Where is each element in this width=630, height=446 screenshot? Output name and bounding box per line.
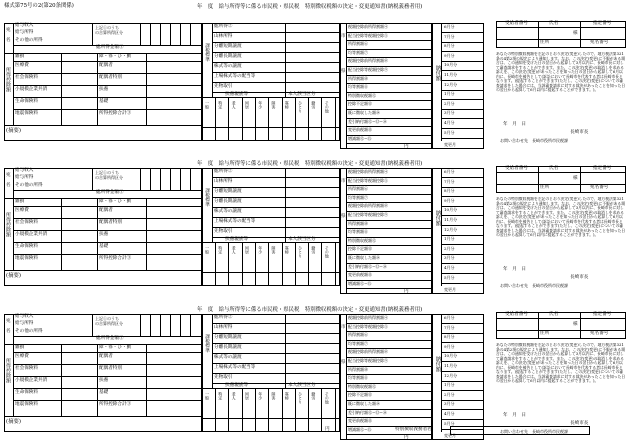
category-col-label: 特定 <box>218 101 224 109</box>
month-label: 8月分 <box>444 334 455 340</box>
deduction-row-label: 社会保険料 <box>15 220 38 225</box>
deduction-header: 雑損 <box>15 199 25 204</box>
taxable-row-label: 山林所得 <box>214 325 233 330</box>
income-row-label: 給与収入 <box>15 314 34 319</box>
recipient-head: 受給者番号 <box>505 21 528 26</box>
deduction-side-label: 所得控除額 <box>5 358 11 383</box>
deduction-row-label: 配偶者 <box>99 208 113 213</box>
category-col-label: ひとり <box>298 246 304 258</box>
dependents-header: 扶養親族等 <box>225 92 248 97</box>
deduction-header: 障・寡・ひ・勤 <box>99 345 132 350</box>
deduction-row-label: 扶養 <box>99 87 109 92</box>
tax-row-label: 所得割額⑩ <box>348 75 368 81</box>
tax-row-label: 差引納付額⑫−⑬−⑭ <box>348 118 387 124</box>
month-label: 9月分 <box>444 52 455 58</box>
category-col-label: 勤労 <box>311 101 317 109</box>
taxable-row-label: 分離短期譲渡 <box>214 44 242 49</box>
month-label: 6月分 <box>444 315 455 320</box>
month-label: 4月分 <box>444 265 455 270</box>
tax-row-label: 均等割額⑪ <box>348 84 368 90</box>
deduction-header: 障・寡・ひ・勤 <box>99 54 132 59</box>
deduction-row-label: 小規模企業共済 <box>15 87 48 92</box>
tax-row-label: 所得割額⑥ <box>348 332 368 338</box>
tax-row-label: 税額控除前所得割額④ <box>348 24 388 29</box>
footer-designation: 特別徴収義務者名 <box>395 427 432 432</box>
address-number-label: 宛名番号 <box>590 331 609 336</box>
income-row-label: 給与所得 <box>15 175 34 180</box>
month-label: 4月分 <box>444 411 455 416</box>
issuer-label: 長崎市長 <box>570 130 589 135</box>
remarks-label: (摘要) <box>6 128 21 134</box>
category-col-label: 勤労 <box>311 246 317 254</box>
deduction-row-label: 生命保険料 <box>15 390 38 395</box>
deduction-side-label: 所得控除額 <box>5 212 11 237</box>
category-col-label: 寡婦 <box>284 246 290 254</box>
category-col-label: 同居 <box>244 101 250 109</box>
tax-row-label: 均等割額⑪ <box>348 229 368 235</box>
month-label: 7月分 <box>444 324 455 330</box>
category-col-label: 障害 <box>271 101 277 109</box>
tax-row-label: 税額控除前所得割額⑧ <box>348 349 388 355</box>
deduction-row-label: 所得控除合計③ <box>99 256 132 261</box>
tax-row-label: 増減額⑫−⑮ <box>348 426 372 432</box>
notice-text: あなたの特別徴収税額を左記のとおり決定(変更)したので、地方税法第321条の4第2項の規定により通知します。なお、この決定(変更)に不服がある場合は、この通知を受けた日の翌日から起算して3月以内に、長崎市長に対して審査請求をすることができます。また、この決定(変更)の取消しを求める訴えを、この決定(変更)があったことを知った日の翌日から起算して6月以内に、長崎市を被告として(訴訟において長崎市を代表する者は長崎市長となります。)提起することができます(ただし、この決定(変更)についての審査請求をした場合には、当該審査請求に対する裁決があったことを知った日の翌日から起算して6月以内に提起することができます。)。 <box>496 52 626 92</box>
tax-row-label: 差引納付額⑫−⑬−⑭ <box>348 263 387 269</box>
deduction-row-label: 小規模企業共済 <box>15 378 48 383</box>
deduction-row-label: 生命保険料 <box>15 99 38 104</box>
category-col-label: ひとり <box>298 101 304 113</box>
taxable-row-label: 分離短期譲渡 <box>214 189 242 194</box>
date-label: 年 月 日 <box>503 122 526 127</box>
pref-label: 県 <box>341 69 346 74</box>
name-label: 名 <box>6 38 11 43</box>
month-label: 12月分 <box>444 372 458 378</box>
taxable-row-label: 分離短期譲渡 <box>214 335 242 340</box>
address-number-label: 宛名番号 <box>590 40 609 45</box>
tax-row-label: 税額控除前所得割額④ <box>348 315 388 320</box>
month-label: 5月分 <box>444 129 455 135</box>
deduction-row-label: 扶養 <box>99 232 109 237</box>
change-month-label: 変更月 <box>444 433 456 438</box>
category-col-label: 年少 <box>258 246 264 254</box>
taxable-row-label: 山林所得 <box>214 34 233 39</box>
tax-row-label: 税額控除前所得割額④ <box>348 169 388 174</box>
pref-label: 県 <box>341 214 346 219</box>
deduction-row-label: 小規模企業共済 <box>15 232 48 237</box>
category-col-label: 特定 <box>218 246 224 254</box>
combined-label: 上記①のうち <box>95 170 119 175</box>
tax-row-label: 特別徴収税額⑫ <box>348 383 376 389</box>
taxable-row-label: 先物取引 <box>214 375 233 380</box>
month-label: 10月分 <box>444 62 458 68</box>
taxable-side-label: 課税標準 <box>204 188 210 207</box>
tax-row-label: 差引納付額⑫−⑬−⑭ <box>348 409 387 415</box>
dependents-header: 扶養親族等 <box>225 237 248 242</box>
notice-slip <box>0 306 630 446</box>
deduction-row-label: 配偶者 <box>99 63 113 68</box>
payee-label: 宛 <box>6 28 11 33</box>
month-label: 11月分 <box>444 363 458 368</box>
combined-label: の合算所得区分 <box>95 175 123 180</box>
income-row-label: 給与収入 <box>15 23 34 28</box>
deduction-row-label: 生命保険料 <box>15 244 38 249</box>
income-row-label: 給与収入 <box>15 168 34 173</box>
recipient-head: 氏名 <box>549 312 559 317</box>
deduction-row-label: 基礎 <box>99 99 109 104</box>
tax-row-label: 税額控除前所得割額⑧ <box>348 58 388 64</box>
notice-text: あなたの特別徴収税額を左記のとおり決定(変更)したので、地方税法第321条の4第2項の規定により通知します。なお、この決定(変更)に不服がある場合は、この通知を受けた日の翌日から起算して3月以内に、長崎市長に対して審査請求をすることができます。また、この決定(変更)の取消しを求める訴えを、この決定(変更)があったことを知った日の翌日から起算して6月以内に、長崎市を被告として(訴訟において長崎市を代表する者は長崎市長となります。)提起することができます(ただし、この決定(変更)についての審査請求をした場合には、当該審査請求に対する裁決があったことを知った日の翌日から起算して6月以内に提起することができます。)。 <box>496 197 626 237</box>
city-label: 市 <box>341 179 346 184</box>
change-month-label: 変更月 <box>444 287 456 292</box>
category-col-label: 一般 <box>205 246 210 254</box>
category-col-label: その他 <box>324 101 330 113</box>
tax-row-label: 配当控除等税額控除⑨ <box>348 67 388 72</box>
address-label: 住所 <box>540 185 550 190</box>
taxable-row-label: 総所得② <box>214 169 233 174</box>
notice-slip <box>0 160 630 300</box>
remarks-label: (摘要) <box>6 419 21 425</box>
honorific: 様 <box>573 176 578 181</box>
deduction-row-label: 医療費 <box>15 63 29 68</box>
deduction-row-label: 所得控除合計③ <box>99 402 132 407</box>
taxable-row-label: 総所得② <box>214 24 233 29</box>
category-col-label: 一般 <box>205 101 210 109</box>
deduction-row-label: 配偶者特別 <box>99 366 122 371</box>
tax-row-label: 変更前税額⑮ <box>348 418 372 424</box>
tax-row-label: 配当控除等税額控除⑤ <box>348 323 388 329</box>
category-col-label: 年少 <box>258 101 264 109</box>
payment-side-label: 納付額 <box>434 210 441 227</box>
deduction-row-label: 社会保険料 <box>15 75 38 80</box>
tax-row-label: 配当控除等税額控除⑤ <box>348 177 388 183</box>
category-col-label: 老人 <box>231 101 237 109</box>
taxable-row-label: 上場株式等の配当等 <box>214 219 256 224</box>
income-row-label: 総所得金額① <box>96 190 124 195</box>
taxable-row-label: 上場株式等の配当等 <box>214 74 256 79</box>
month-label: 6月分 <box>444 24 455 29</box>
tax-row-label: 控除不足額⑬ <box>348 246 372 252</box>
tax-row-label: 既に徴収した額⑭ <box>348 401 380 406</box>
deduction-row-label: 地震保険料 <box>15 256 38 261</box>
month-label: 7月分 <box>444 178 455 184</box>
category-col-label: 特定 <box>218 392 224 400</box>
date-label: 年 月 日 <box>503 413 526 418</box>
issuer-label: 長崎市長 <box>570 275 589 280</box>
category-col-label: 老人 <box>231 392 237 400</box>
month-label: 5月分 <box>444 420 455 426</box>
tax-row-label: 変更前税額⑮ <box>348 127 372 133</box>
taxable-row-label: 分離長期譲渡 <box>214 54 242 59</box>
month-label: 6月分 <box>444 169 455 174</box>
form-id: 様式第75号の2(第20条関係) <box>4 3 74 9</box>
category-col-label: 老人 <box>231 246 237 254</box>
deduction-side-label: 所得控除額 <box>5 67 11 92</box>
slip-title: 年 度 給与所得等に係る市民税・県民税 特別徴収税額の決定・変更通知書(納税義務者用) <box>197 161 423 167</box>
notice-text: あなたの特別徴収税額を左記のとおり決定(変更)したので、地方税法第321条の4第2項の規定により通知します。なお、この決定(変更)に不服がある場合は、この通知を受けた日の翌日から起算して3月以内に、長崎市長に対して審査請求をすることができます。また、この決定(変更)の取消しを求める訴えを、この決定(変更)があったことを知った日の翌日から起算して6月以内に、長崎市を被告として(訴訟において長崎市を代表する者は長崎市長となります。)提起することができます(ただし、この決定(変更)についての審査請求をした場合には、当該審査請求に対する裁決があったことを知った日の翌日から起算して6月以内に提起することができます。)。 <box>496 343 626 383</box>
payment-side-label: 納付額 <box>434 65 441 82</box>
deduction-row-label: 社会保険料 <box>15 366 38 371</box>
date-label: 年 月 日 <box>503 267 526 272</box>
deduction-row-label: 医療費 <box>15 208 29 213</box>
dependents-header: 扶養親族等 <box>225 383 248 388</box>
tax-row-label: 控除不足額⑬ <box>348 392 372 398</box>
combined-label: の合算所得区分 <box>95 30 123 35</box>
category-col-label: 一般 <box>205 392 210 400</box>
city-label: 市 <box>341 34 346 39</box>
combined-label: 上記①のうち <box>95 316 119 321</box>
recipient-head: 受給者番号 <box>505 312 528 317</box>
deduction-row-label: 配偶者 <box>99 354 113 359</box>
self-category-header: 本人該当区分 <box>288 383 316 388</box>
deduction-row-label: 基礎 <box>99 390 109 395</box>
deduction-row-label: 地震保険料 <box>15 111 38 116</box>
month-label: 10月分 <box>444 353 458 359</box>
income-row-label: 総所得金額① <box>96 336 124 341</box>
name-label: 名 <box>6 183 11 188</box>
month-label: 1月分 <box>444 382 455 388</box>
deduction-header: 障・寡・ひ・勤 <box>99 199 132 204</box>
month-label: 11月分 <box>444 217 458 222</box>
contact-label: お問い合わせ先 長崎市役所市民税課 <box>500 283 568 288</box>
combined-label: 上記①のうち <box>95 25 119 30</box>
payee-label: 宛 <box>6 319 11 324</box>
tax-row-label: 増減額⑫−⑮ <box>348 280 372 286</box>
month-label: 3月分 <box>444 401 455 407</box>
combined-label: の合算所得区分 <box>95 321 123 326</box>
income-row-label: 給与所得 <box>15 30 34 35</box>
month-label: 12月分 <box>444 226 458 232</box>
month-label: 3月分 <box>444 110 455 116</box>
slip-title: 年 度 給与所得等に係る市民税・県民税 特別徴収税額の決定・変更通知書(納税義務者用) <box>197 307 423 313</box>
tax-row-label: 均等割額⑦ <box>348 340 368 346</box>
name-label: 名 <box>6 329 11 334</box>
self-category-header: 本人該当区分 <box>288 92 316 97</box>
deduction-header: 雑損 <box>15 54 25 59</box>
deduction-row-label: 扶養 <box>99 378 109 383</box>
month-label: 9月分 <box>444 343 455 349</box>
deduction-header: 雑損 <box>15 345 25 350</box>
recipient-head: 受給者番号 <box>505 166 528 171</box>
payment-side-label: 納付額 <box>434 356 441 373</box>
deduction-row-label: 地震保険料 <box>15 402 38 407</box>
deduction-row-label: 配偶者特別 <box>99 220 122 225</box>
address-number-label: 宛名番号 <box>590 185 609 190</box>
tax-row-label: 所得割額⑩ <box>348 220 368 226</box>
taxable-side-label: 課税標準 <box>204 43 210 62</box>
category-col-label: 勤労 <box>311 392 317 400</box>
month-label: 1月分 <box>444 236 455 242</box>
recipient-head: 氏名 <box>549 166 559 171</box>
month-label: 10月分 <box>444 207 458 213</box>
month-label: 3月分 <box>444 255 455 261</box>
remarks-label: (摘要) <box>6 273 21 279</box>
tax-row-label: 所得割額⑩ <box>348 366 368 372</box>
pref-label: 県 <box>341 360 346 365</box>
taxable-side-label: 課税標準 <box>204 334 210 353</box>
tax-row-label: 均等割額⑦ <box>348 194 368 200</box>
tax-row-label: 特別徴収税額⑫ <box>348 92 376 98</box>
category-col-label: 寡婦 <box>284 101 290 109</box>
address-label: 住所 <box>540 40 550 45</box>
deduction-row-label: 医療費 <box>15 354 29 359</box>
income-row-label: その他の所得 <box>15 38 43 43</box>
taxable-row-label: 分離長期譲渡 <box>214 345 242 350</box>
taxable-row-label: 株式等の譲渡 <box>214 355 242 360</box>
taxable-row-label: 総所得② <box>214 315 233 320</box>
contact-label: お問い合わせ先 長崎市役所市民税課 <box>500 429 568 434</box>
recipient-head: 指定番号 <box>593 21 612 26</box>
tax-row-label: 既に徴収した額⑭ <box>348 255 380 260</box>
month-label: 2月分 <box>444 100 455 106</box>
taxable-row-label: 先物取引 <box>214 229 233 234</box>
yen-mark: 円 <box>404 435 409 440</box>
category-col-label: 障害 <box>271 392 277 400</box>
category-col-label: その他 <box>324 392 330 404</box>
tax-row-label: 配当控除等税額控除⑨ <box>348 212 388 217</box>
category-col-label: その他 <box>324 246 330 258</box>
contact-label: お問い合わせ先 長崎市役所市民税課 <box>500 138 568 143</box>
taxable-row-label: 分離長期譲渡 <box>214 199 242 204</box>
category-col-label: 同居 <box>244 246 250 254</box>
deduction-row-label: 配偶者特別 <box>99 75 122 80</box>
month-label: 7月分 <box>444 33 455 39</box>
yen-mark: 円 <box>404 144 409 149</box>
taxable-row-label: 上場株式等の配当等 <box>214 365 256 370</box>
category-col-label: 障害 <box>271 246 277 254</box>
city-label: 市 <box>341 325 346 330</box>
deduction-row-label: 所得控除合計③ <box>99 111 132 116</box>
income-row-label: 給与所得 <box>15 321 34 326</box>
month-label: 5月分 <box>444 274 455 280</box>
taxable-row-label: 先物取引 <box>214 84 233 89</box>
honorific: 様 <box>573 31 578 36</box>
month-label: 2月分 <box>444 391 455 397</box>
category-col-label: 寡婦 <box>284 392 290 400</box>
taxable-row-label: 山林所得 <box>214 179 233 184</box>
tax-row-label: 所得割額⑥ <box>348 186 368 192</box>
income-row-label: その他の所得 <box>15 183 43 188</box>
category-col-label: 同居 <box>244 392 250 400</box>
month-label: 8月分 <box>444 188 455 194</box>
tax-row-label: 配当控除等税額控除⑤ <box>348 32 388 38</box>
slip-title: 年 度 給与所得等に係る市民税・県民税 特別徴収税額の決定・変更通知書(納税義務者用) <box>197 4 423 10</box>
month-label: 2月分 <box>444 245 455 251</box>
month-label: 1月分 <box>444 91 455 97</box>
recipient-head: 指定番号 <box>593 312 612 317</box>
recipient-head: 指定番号 <box>593 166 612 171</box>
tax-row-label: 税額控除前所得割額⑧ <box>348 203 388 209</box>
month-label: 4月分 <box>444 120 455 125</box>
income-row-label: 総所得金額① <box>96 45 124 50</box>
income-row-label: その他の所得 <box>15 329 43 334</box>
tax-row-label: 所得割額⑥ <box>348 41 368 47</box>
tax-row-label: 既に徴収した額⑭ <box>348 110 380 115</box>
month-label: 12月分 <box>444 81 458 87</box>
change-month-label: 変更月 <box>444 142 456 147</box>
tax-row-label: 均等割額⑦ <box>348 49 368 55</box>
footer-yen-mark: 円 <box>325 427 330 432</box>
category-col-label: ひとり <box>298 392 304 404</box>
self-category-header: 本人該当区分 <box>288 237 316 242</box>
deduction-row-label: 基礎 <box>99 244 109 249</box>
tax-row-label: 変更前税額⑮ <box>348 272 372 278</box>
tax-row-label: 控除不足額⑬ <box>348 101 372 107</box>
recipient-head: 氏名 <box>549 21 559 26</box>
tax-row-label: 特別徴収税額⑫ <box>348 237 376 243</box>
tax-row-label: 均等割額⑪ <box>348 375 368 381</box>
issuer-label: 長崎市長 <box>570 421 589 426</box>
honorific: 様 <box>573 322 578 327</box>
address-label: 住所 <box>540 331 550 336</box>
payee-label: 宛 <box>6 173 11 178</box>
taxable-row-label: 株式等の譲渡 <box>214 209 242 214</box>
month-label: 11月分 <box>444 72 458 77</box>
tax-row-label: 配当控除等税額控除⑨ <box>348 358 388 363</box>
month-label: 8月分 <box>444 43 455 49</box>
taxable-row-label: 株式等の譲渡 <box>214 64 242 69</box>
category-col-label: 年少 <box>258 392 264 400</box>
month-label: 9月分 <box>444 197 455 203</box>
tax-row-label: 増減額⑫−⑮ <box>348 135 372 141</box>
yen-mark: 円 <box>404 289 409 294</box>
